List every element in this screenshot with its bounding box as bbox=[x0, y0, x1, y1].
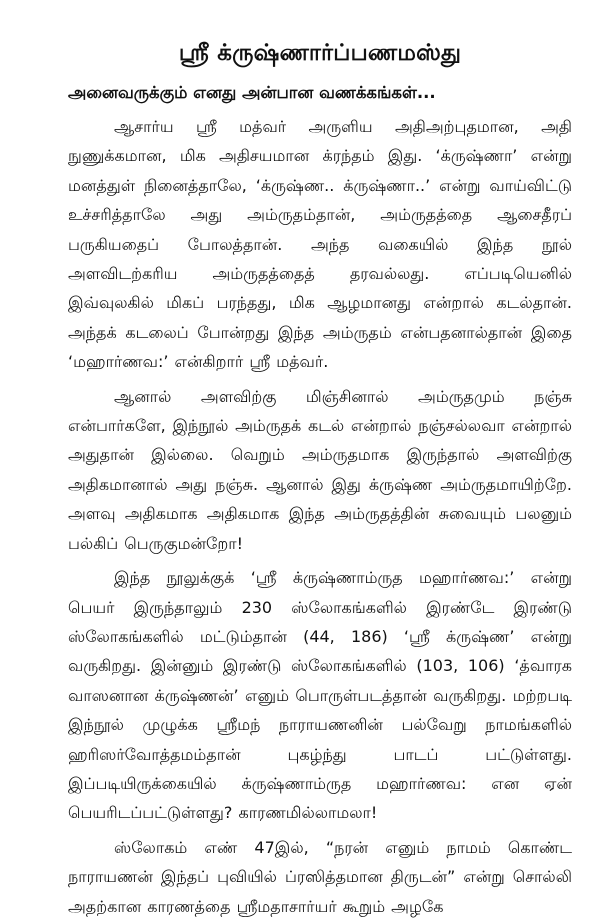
paragraph-3: இந்த நூலுக்குக் ‘ஸ்ரீ க்ருஷ்ணாம்ருத மஹார்ணவ:’ என்று பெயர் இருந்தாலும் 230 ஸ்லோகங்களில் இரண்டே இரண்டு ஸ்லோகங்களில் மட்டும்தான் (44, 186) ‘ஸ்ரீ க்ருஷ்ண’ என்று வருகிறது. இன்னும் இரண்டு ஸ்லோகங்களில் (103, 106) ‘த்வாரக வாஸனான க்ருஷ்ணன்’ எனும் பொருள்படத்தான் வருகிறது. மற்றபடி இந்நூல் முழுக்க ஸ்ரீமந் நாராயணனின் பல்வேறு நாமங்களில் ஹரிஸர்வோத்தமம்தான் புகழ்ந்து பாடப் பட்டுள்ளது. இப்படியிருக்கையில் க்ருஷ்ணாம்ருத மஹார்ணவ: என ஏன் பெயரிடப்பட்டுள்ளது? காரணமில்லாமலா! bbox=[68, 568, 572, 823]
paragraph-2: ஆனால் அளவிற்கு மிஞ்சினால் அம்ருதமும் நஞ்சு என்பார்களே, இந்நூல் அம்ருதக் கடல் என்றால் நஞ்சல்லவா என்றால் அதுதான் இல்லை. வெறும் அம்ருதமாக இருந்தால் அளவிற்கு அதிகமானால் அது நஞ்சு. ஆனால் இது க்ருஷ்ண அம்ருதமாயிற்றே. அளவு அதிகமாக அதிகமாக இந்த அம்ருதத்தின் சுவையும் பலனும் பல்கிப் பெருகுமன்றோ! bbox=[68, 386, 572, 553]
greeting-line: அனைவருக்கும் எனது அன்பான வணக்கங்கள்... bbox=[68, 83, 436, 102]
paragraph-1: ஆசார்ய ஸ்ரீ மத்வர் அருளிய அதிஅற்புதமான, அதி நுணுக்கமான, மிக அதிசயமான க்ரந்தம் இது. ‘க்ருஷ்ணா’ என்று மனத்துள் நினைத்தாலே, ‘க்ருஷ்ண.. க்ருஷ்ணா..’ என்று வாய்விட்டு உச்சரித்தாலே அது அம்ருதம்தான், அம்ருதத்தை ஆசைதீரப் பருகியதைப் போலத்தான். அந்த வகையில் இந்த நூல் அளவிடற்கரிய அம்ருதத்தைத் தரவல்லது. எப்படியெனில் இவ்வுலகில் மிகப் பரந்தது, மிக ஆழமானது என்றால் கடல்தான். அந்தக் கடலைப் போன்றது இந்த அம்ருதம் என்பதனால்தான் இதை ‘மஹார்ணவ:’ என்கிறார் ஸ்ரீ மத்வர். bbox=[68, 117, 572, 372]
paragraph-4: ஸ்லோகம் எண் 47இல், “நரன் எனும் நாமம் கொண்ட நாராயணன் இந்தப் புவியில் ப்ரஸித்தமான திருடன்” என்று சொல்லி அதற்கான காரணத்தை ஸ்ரீமதாசார்யர் கூறும் அழகே bbox=[68, 837, 572, 916]
page-title: ஸ்ரீ க்ருஷ்ணார்ப்பணமஸ்து bbox=[178, 40, 462, 66]
